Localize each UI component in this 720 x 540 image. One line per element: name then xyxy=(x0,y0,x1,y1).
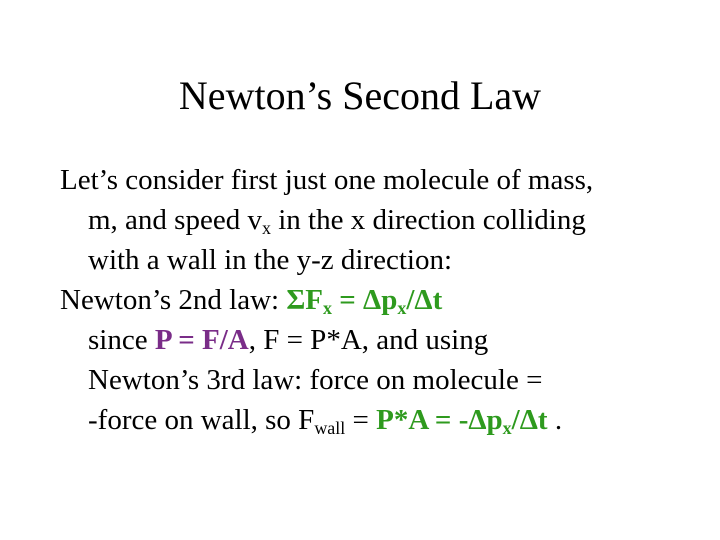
para3-line2: Newton’s 3rd law: force on molecule = xyxy=(88,364,543,396)
since-text: since xyxy=(88,324,155,356)
para3-line3 xyxy=(60,400,690,440)
newton-second-law-formula xyxy=(286,284,443,319)
para3-line3-eq: = xyxy=(345,404,377,436)
para3-line1-rest: , F = P*A, and using xyxy=(248,324,489,356)
fx-subscript: x xyxy=(323,298,333,319)
delta-t: /Δt xyxy=(406,284,443,316)
para1-line2-rest: in the x direction colliding xyxy=(270,204,586,236)
para1-line2 xyxy=(60,200,690,240)
newton-second-law-prefix: Newton’s 2nd law: xyxy=(60,284,287,316)
para1-line1: Let’s consider first just one molecule of mass, xyxy=(60,164,594,196)
slide-title: Newton’s Second Law xyxy=(178,73,542,118)
para1-line3: with a wall in the y-z direction: xyxy=(88,244,453,276)
para1-line2-text: m, and speed v xyxy=(88,204,262,236)
newton-second-law-line xyxy=(60,280,690,320)
force-wall-formula xyxy=(376,404,548,439)
vx-subscript: x xyxy=(261,218,271,239)
pa-division: /Δt xyxy=(511,404,548,436)
para3-line1 xyxy=(60,320,690,360)
px-subscript: x xyxy=(397,298,407,319)
delta-p: = Δp xyxy=(332,284,398,316)
para3-line3-end: . xyxy=(547,404,563,436)
sigma-f: ΣF xyxy=(286,284,324,316)
para3-line3-start: -force on wall, so F xyxy=(88,404,315,436)
wall-subscript: wall xyxy=(314,418,346,439)
pressure-formula: P = F/A xyxy=(154,324,249,356)
slide-body xyxy=(60,160,690,440)
pa-expression: P*A = -Δp xyxy=(376,404,503,436)
px-subscript-2: x xyxy=(502,418,512,439)
